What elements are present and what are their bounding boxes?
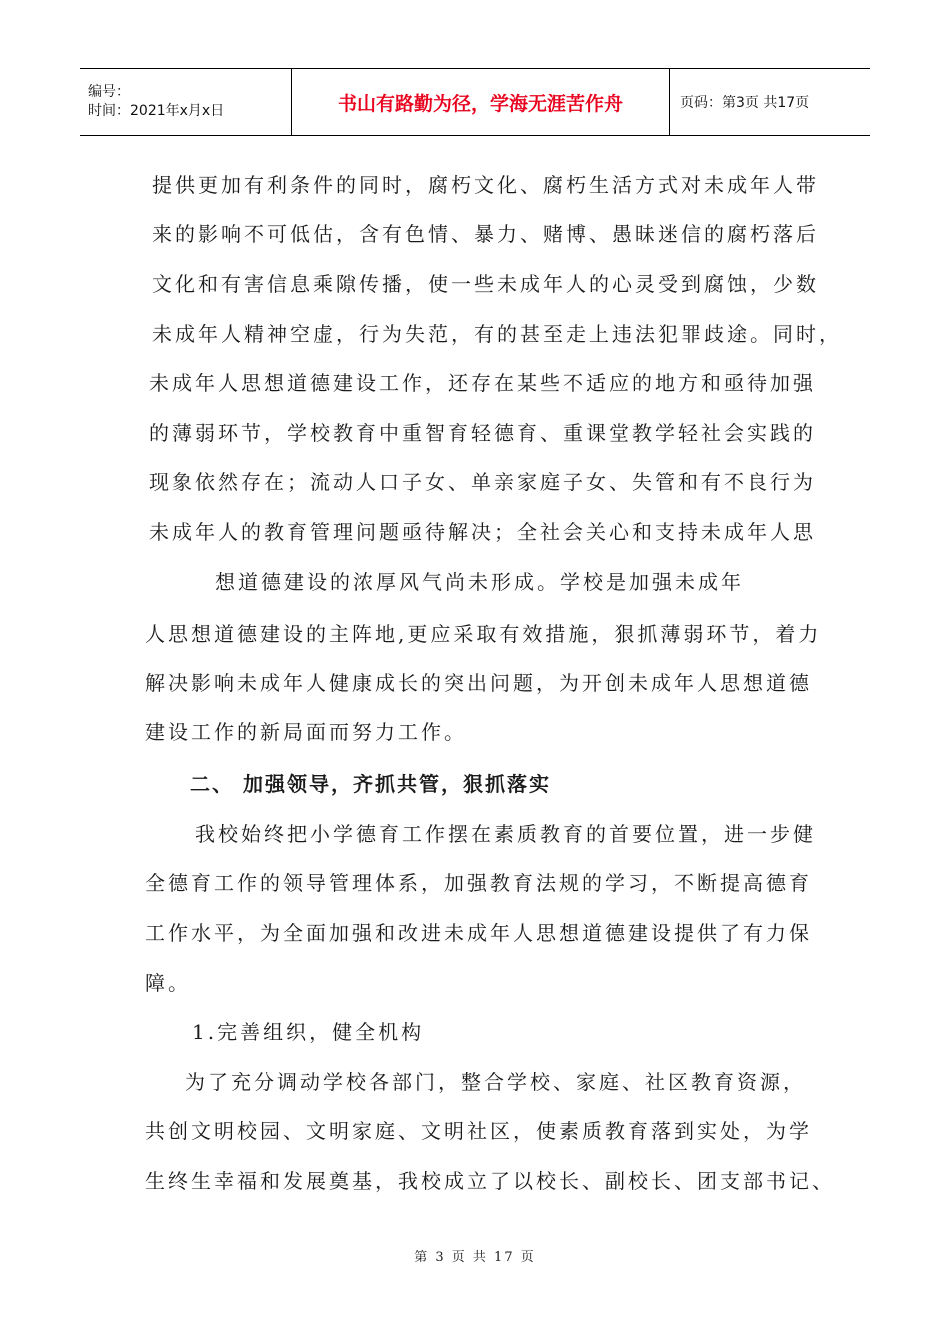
- body-line: 我校始终把小学德育工作摆在素质教育的首要位置，进一步健: [195, 822, 816, 846]
- header-page-info: 页码：第3页 共17页: [670, 69, 871, 136]
- header-meta: [80, 69, 292, 136]
- body-line: 障。: [145, 971, 191, 995]
- body-line: 未成年人的教育管理问题亟待解决；全社会关心和支持未成年人思: [149, 520, 816, 544]
- subsection-heading: 1.完善组织，健全机构: [192, 1020, 425, 1044]
- body-line: 生终生幸福和发展奠基，我校成立了以校长、副校长、团支部书记、: [145, 1169, 835, 1193]
- body-line: 工作水平，为全面加强和改进未成年人思想道德建设提供了有力保: [145, 921, 812, 945]
- body-line: 全德育工作的领导管理体系，加强教育法规的学习，不断提高德育: [145, 871, 812, 895]
- body-line: 未成年人思想道德建设工作，还存在某些不适应的地方和亟待加强: [149, 371, 816, 395]
- body-line: 来的影响不可低估，含有色情、暴力、赌博、愚昧迷信的腐朽落后: [152, 222, 819, 246]
- body-line: 的薄弱环节，学校教育中重智育轻德育、重课堂教学轻社会实践的: [149, 421, 816, 445]
- header-motto: 书山有路勤为径，学海无涯苦作舟: [292, 69, 670, 136]
- body-line: 建设工作的新局面而努力工作。: [145, 720, 467, 744]
- body-line: 共创文明校园、文明家庭、文明社区，使素质教育落到实处，为学: [145, 1119, 812, 1143]
- section-heading: 二、 加强领导，齐抓共管，狠抓落实: [190, 772, 551, 796]
- body-line: 解决影响未成年人健康成长的突出问题，为开创未成年人思想道德: [145, 671, 812, 695]
- code-label: 编号：: [88, 84, 130, 100]
- date-label: 时间：2021年x月x日: [88, 103, 225, 119]
- body-line: 人思想道德建设的主阵地,更应采取有效措施，狠抓薄弱环节，着力: [145, 622, 822, 646]
- body-line: 提供更加有利条件的同时，腐朽文化、腐朽生活方式对未成年人带: [152, 173, 819, 197]
- document-header: [80, 68, 870, 136]
- body-line: 想道德建设的浓厚风气尚未形成。学校是加强未成年: [215, 570, 744, 594]
- body-line: 为了充分调动学校各部门，整合学校、家庭、社区教育资源，: [185, 1070, 806, 1094]
- body-line: 现象依然存在；流动人口子女、单亲家庭子女、失管和有不良行为: [149, 470, 816, 494]
- page-footer: 第 3 页 共 17 页: [414, 1250, 536, 1265]
- body-line: 文化和有害信息乘隙传播，使一些未成年人的心灵受到腐蚀，少数: [152, 272, 819, 296]
- body-line: 未成年人精神空虚，行为失范，有的甚至走上违法犯罪歧途。同时，: [152, 322, 842, 346]
